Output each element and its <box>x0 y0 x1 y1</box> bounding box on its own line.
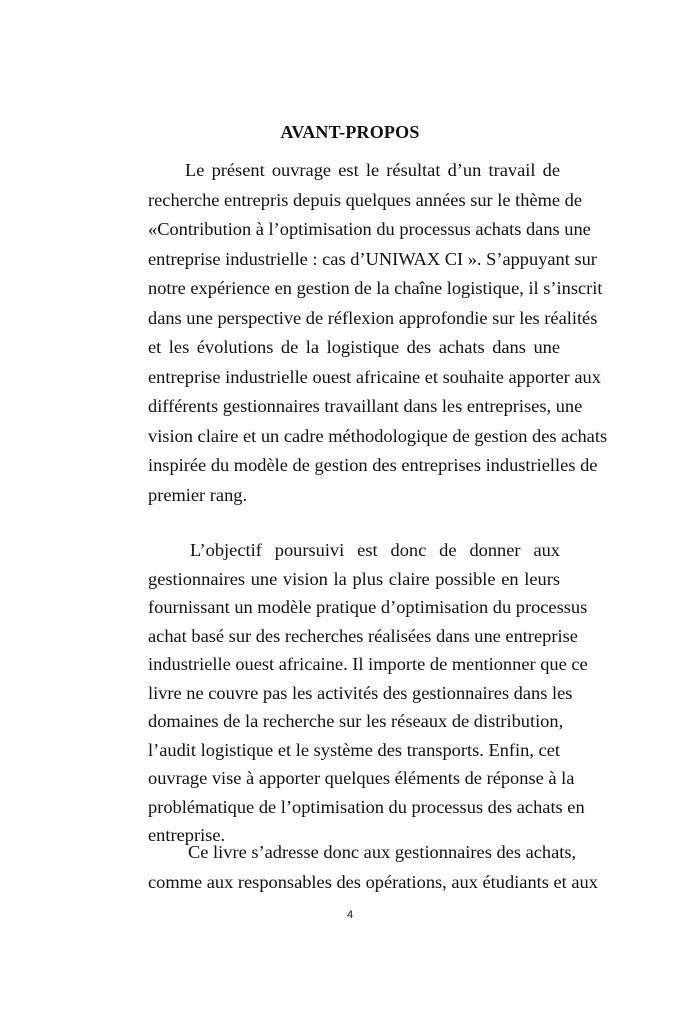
text-line: Ce livre s’adresse donc aux gestionnaires des achats, <box>188 842 577 862</box>
text-line: industrielle ouest africaine. Il importe de mentionner que ce <box>148 654 588 674</box>
page-number: 4 <box>346 909 354 921</box>
text-line: entreprise industrielle : cas d’UNIWAX CI ». S’appuyant sur <box>148 248 597 269</box>
text-line: ouvrage vise à apporter quelques éléments de réponse à la <box>148 768 575 788</box>
text-line: achat basé sur des recherches réalisées dans une entreprise <box>148 625 578 646</box>
text-line: comme aux responsables des opérations, aux étudiants et aux <box>148 872 598 892</box>
text-line: L’objectif poursuivi est donc de donner aux <box>190 540 560 560</box>
text-line: l’audit logistique et le système des transports. Enfin, cet <box>148 739 560 760</box>
text-line: et les évolutions de la logistique des achats dans une <box>148 337 560 357</box>
text-line: premier rang. <box>148 484 248 505</box>
text-line: entreprise industrielle ouest africaine et souhaite apporter aux <box>148 366 601 387</box>
page-title: AVANT-PROPOS <box>280 122 420 142</box>
text-line: entreprise. <box>148 825 226 845</box>
text-line: «Contribution à l’optimisation du processus achats dans une <box>148 219 591 239</box>
text-line: dans une perspective de réflexion approfondie sur les réalités <box>148 307 598 328</box>
text-line: fournissant un modèle pratique d’optimisation du processus <box>148 597 588 617</box>
text-line: recherche entrepris depuis quelques années sur le thème de <box>148 189 583 210</box>
text-line: Le présent ouvrage est le résultat d’un travail de <box>185 160 560 180</box>
text-line: gestionnaires une vision la plus claire possible en leurs <box>148 568 560 589</box>
text-line: inspirée du modèle de gestion des entreprises industrielles de <box>148 455 598 475</box>
text-line: différents gestionnaires travaillant dans les entreprises, une <box>148 396 583 416</box>
text-line: notre expérience en gestion de la chaîne logistique, il s’inscrit <box>148 278 603 298</box>
text-line: problématique de l’optimisation du processus des achats en <box>148 796 585 817</box>
text-line: livre ne couvre pas les activités des gestionnaires dans les <box>148 682 573 703</box>
text-line: vision claire et un cadre méthodologique de gestion des achats <box>148 425 608 446</box>
text-line: domaines de la recherche sur les réseaux de distribution, <box>148 711 564 731</box>
